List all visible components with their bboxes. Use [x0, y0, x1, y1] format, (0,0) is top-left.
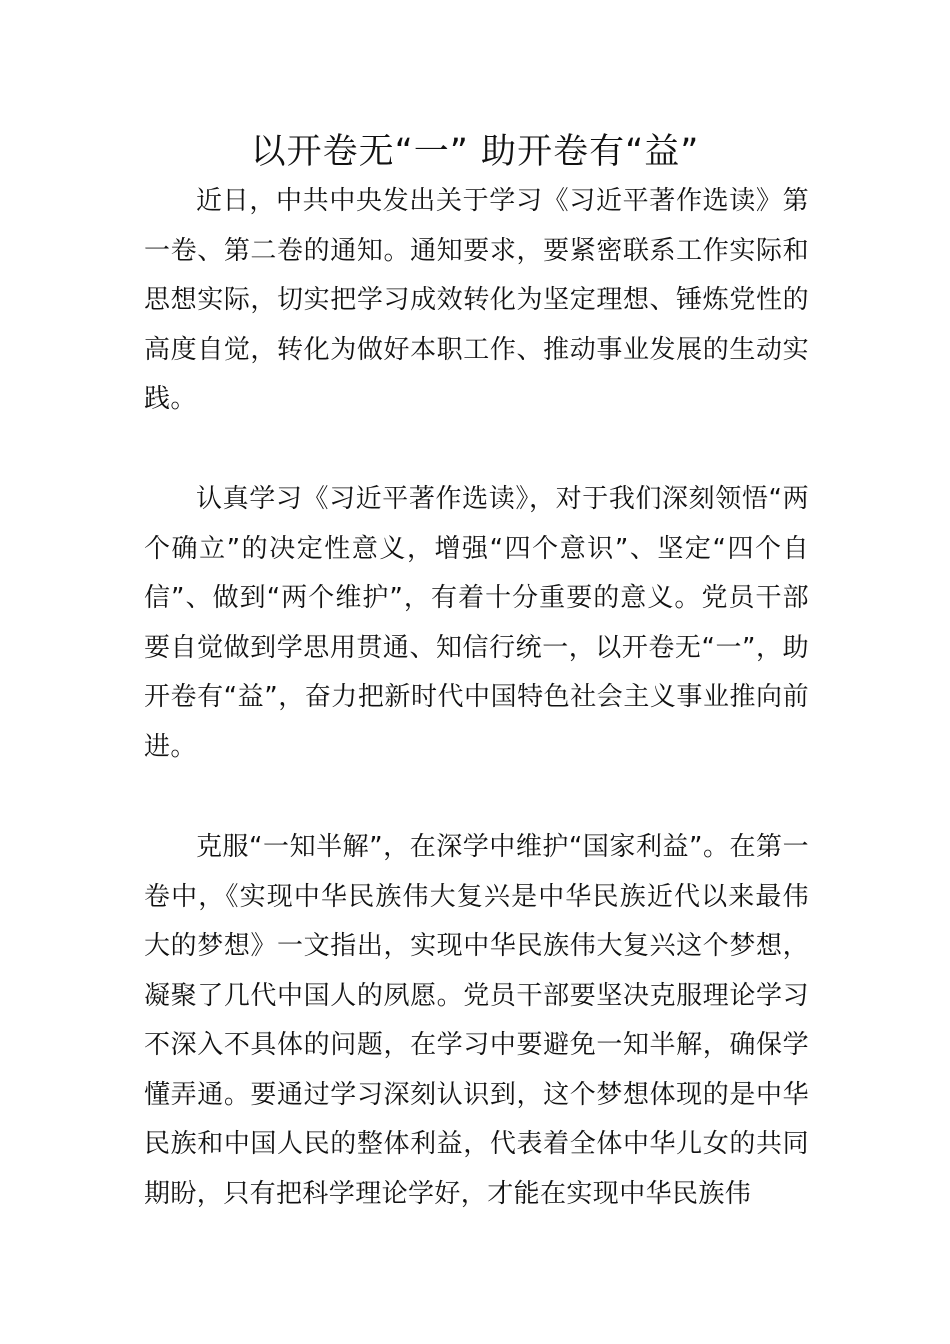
- paragraph-1: 近日，中共中央发出关于学习《习近平著作选读》第一卷、第二卷的通知。通知要求，要紧密联系工作实际和思想实际，切实把学习成效转化为坚定理想、锤炼党性的高度自觉，转化为做好本职工作、推动事业发展的生动实践。: [144, 186, 809, 414]
- paragraph-3: 克服“一知半解”，在深学中维护“国家利益”。在第一卷中，《实现中华民族伟大复兴是中华民族近代以来最伟大的梦想》一文指出，实现中华民族伟大复兴这个梦想，凝聚了几代中国人的夙愿。党员干部要坚决克服理论学习不深入不具体的问题，在学习中要避免一知半解，确保学懂弄通。要通过学习深刻认识到，这个梦想体现的是中华民族和中国人民的整体利益，代表着全体中华儿女的共同期盼，只有把科学理论学好，才能在实现中华民族伟: [144, 832, 809, 1209]
- paragraph-2: 认真学习《习近平著作选读》，对于我们深刻领悟“两个确立”的决定性意义，增强“四个意识”、坚定“四个自信”、做到“两个维护”，有着十分重要的意义。党员干部要自觉做到学思用贯通、知信行统一，以开卷无“一”，助开卷有“益”，奋力把新时代中国特色社会主义事业推向前进。: [144, 484, 809, 762]
- document-title: 以开卷无“一” 助开卷有“益”: [250, 132, 700, 172]
